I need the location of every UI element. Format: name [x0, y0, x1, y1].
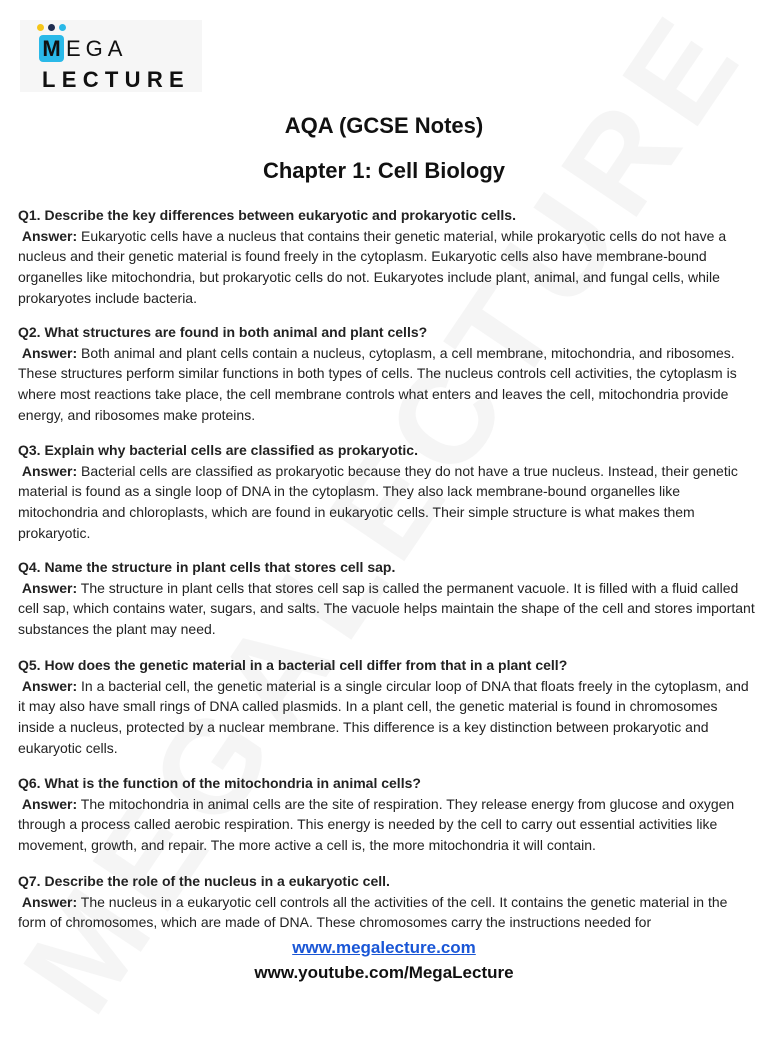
logo-dot-navy	[48, 24, 55, 31]
answer-text: Both animal and plant cells contain a nucleus, cytoplasm, a cell membrane, mitochondria, and ribosomes. These structures perform similar functions in both types of cells. The nucleus controls cell activities, the cytoplasm is where most reactions take place, the cell membrane controls what enters and leaves the cell, mitochondria provide energy, and ribosomes make proteins.	[18, 344, 737, 423]
answer-5	[18, 676, 756, 759]
qa-item-1	[18, 205, 756, 309]
logo-m-box: M	[39, 35, 64, 62]
youtube-link[interactable]: www.youtube.com/MegaLecture	[254, 963, 514, 982]
answer-text: The nucleus in a eukaryotic cell controls all the activities of the cell. It contains the genetic material in the form of chromosomes, which are made of DNA. These chromosomes carry the instructions needed for	[18, 893, 728, 931]
chapter-title: Chapter 1: Cell Biology	[262, 158, 506, 183]
qa-item-4	[18, 557, 756, 640]
answer-text: In a bacterial cell, the genetic material is a single circular loop of DNA that floats freely in the cytoplasm, and it may also have small rings of DNA called plasmids. In a plant cell, the genetic material is found in chromosomes inside a nucleus, protected by a nuclear membrane. This difference is a key distinction between prokaryotic and eukaryotic cells.	[18, 677, 749, 756]
logo-dot-blue	[59, 24, 66, 31]
website-link[interactable]: www.megalecture.com	[292, 938, 476, 957]
answer-label: Answer:	[21, 462, 78, 479]
question-2: Q2. What structures are found in both animal and plant cells?	[18, 324, 428, 340]
qa-item-5	[18, 655, 756, 759]
logo-dot-yellow	[37, 24, 44, 31]
qa-item-3	[18, 440, 756, 544]
answer-text: The structure in plant cells that stores cell sap is called the permanent vacuole. It is filled with a fluid called cell sap, which contains water, sugars, and salts. The vacuole helps maintain the shape of the cell and stores important substances the plant may need.	[18, 579, 755, 638]
brand-logo	[20, 20, 202, 92]
logo-word-mega: EGA	[66, 36, 128, 61]
question-6: Q6. What is the function of the mitochondria in animal cells?	[18, 775, 421, 791]
answer-text: Bacterial cells are classified as prokaryotic because they do not have a true nucleus. Instead, their genetic material is found as a single loop of DNA in the cytoplasm. They also lack membrane-bound organelles like mitochondria and chloroplasts, which are found in eukaryotic cells. Their simple structure is what makes them prokaryotic.	[18, 462, 738, 541]
answer-text: Eukaryotic cells have a nucleus that contains their genetic material, while prokaryotic cells do not have a nucleus and their genetic material is found freely in the cytoplasm. Eukaryotic cells also have membrane-bound organelles like mitochondria, but prokaryotic cells do not. Eukaryotes include plant, animal, and fungal cells, while prokaryotes include bacteria.	[18, 227, 727, 306]
qa-item-2	[18, 322, 756, 426]
question-7: Q7. Describe the role of the nucleus in a eukaryotic cell.	[18, 873, 390, 889]
logo-word-lecture: LECTURE	[42, 67, 190, 92]
question-1: Q1. Describe the key differences between eukaryotic and prokaryotic cells.	[18, 207, 516, 223]
answer-label: Answer:	[21, 579, 78, 596]
question-4: Q4. Name the structure in plant cells that stores cell sap.	[18, 559, 396, 575]
answer-label: Answer:	[21, 893, 78, 910]
answer-label: Answer:	[21, 227, 78, 244]
answer-label: Answer:	[21, 677, 78, 694]
qa-item-6	[18, 773, 756, 856]
answer-2	[18, 343, 756, 426]
question-3: Q3. Explain why bacterial cells are classified as prokaryotic.	[18, 442, 418, 458]
answer-label: Answer:	[21, 344, 78, 361]
answer-4	[18, 578, 756, 640]
answer-3	[18, 461, 756, 544]
answer-7	[18, 892, 756, 933]
answer-1	[18, 226, 756, 309]
question-5: Q5. How does the genetic material in a bacterial cell differ from that in a plant cell?	[18, 657, 568, 673]
answer-label: Answer:	[21, 795, 78, 812]
document-title: AQA (GCSE Notes)	[284, 113, 484, 138]
qa-item-7	[18, 871, 756, 933]
answer-text: The mitochondria in animal cells are the site of respiration. They release energy from glucose and oxygen through a process called aerobic respiration. This energy is needed by the cell to carry out essential activities like movement, growth, and repair. The more active a cell is, the more mitochondria it will contain.	[18, 795, 735, 854]
answer-6	[18, 794, 756, 856]
